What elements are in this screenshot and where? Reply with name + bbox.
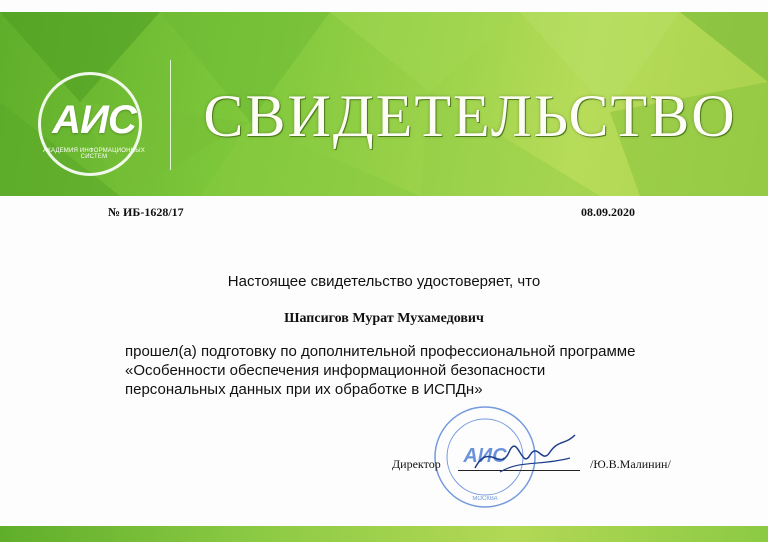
intro-text: Настоящее свидетельство удостоверяет, что	[227, 273, 541, 290]
header-banner	[0, 12, 768, 196]
certificate-number: № ИБ-1628/17	[108, 205, 184, 219]
certificate-title: СВИДЕТЕЛЬСТВО	[203, 83, 737, 149]
footer-bar	[0, 526, 768, 542]
program-line: «Особенности обеспечения информационной безопасности	[125, 362, 546, 379]
signature-icon	[470, 430, 580, 480]
program-description	[125, 342, 705, 399]
header-divider	[170, 60, 171, 170]
stamp-text: АИС	[463, 445, 507, 467]
program-line: персональных данных при их обработке в ИСПДн»	[125, 381, 483, 398]
logo-text: АИС	[52, 98, 136, 142]
logo-subtitle: АКАДЕМИЯ ИНФОРМАЦИОННЫХ СИСТЕМ	[43, 148, 145, 160]
logo-icon	[30, 72, 158, 172]
recipient-name: Шапсигов Мурат Мухамедович	[284, 311, 484, 326]
certificate-date: 08.09.2020	[581, 205, 635, 219]
program-line: прошел(а) подготовку по дополнительной профессиональной программе	[125, 343, 636, 360]
signature-label: Директор	[392, 457, 441, 471]
stamp-city: МОСКВА	[472, 496, 498, 502]
signatory-name: /Ю.В.Малинин/	[590, 457, 671, 471]
